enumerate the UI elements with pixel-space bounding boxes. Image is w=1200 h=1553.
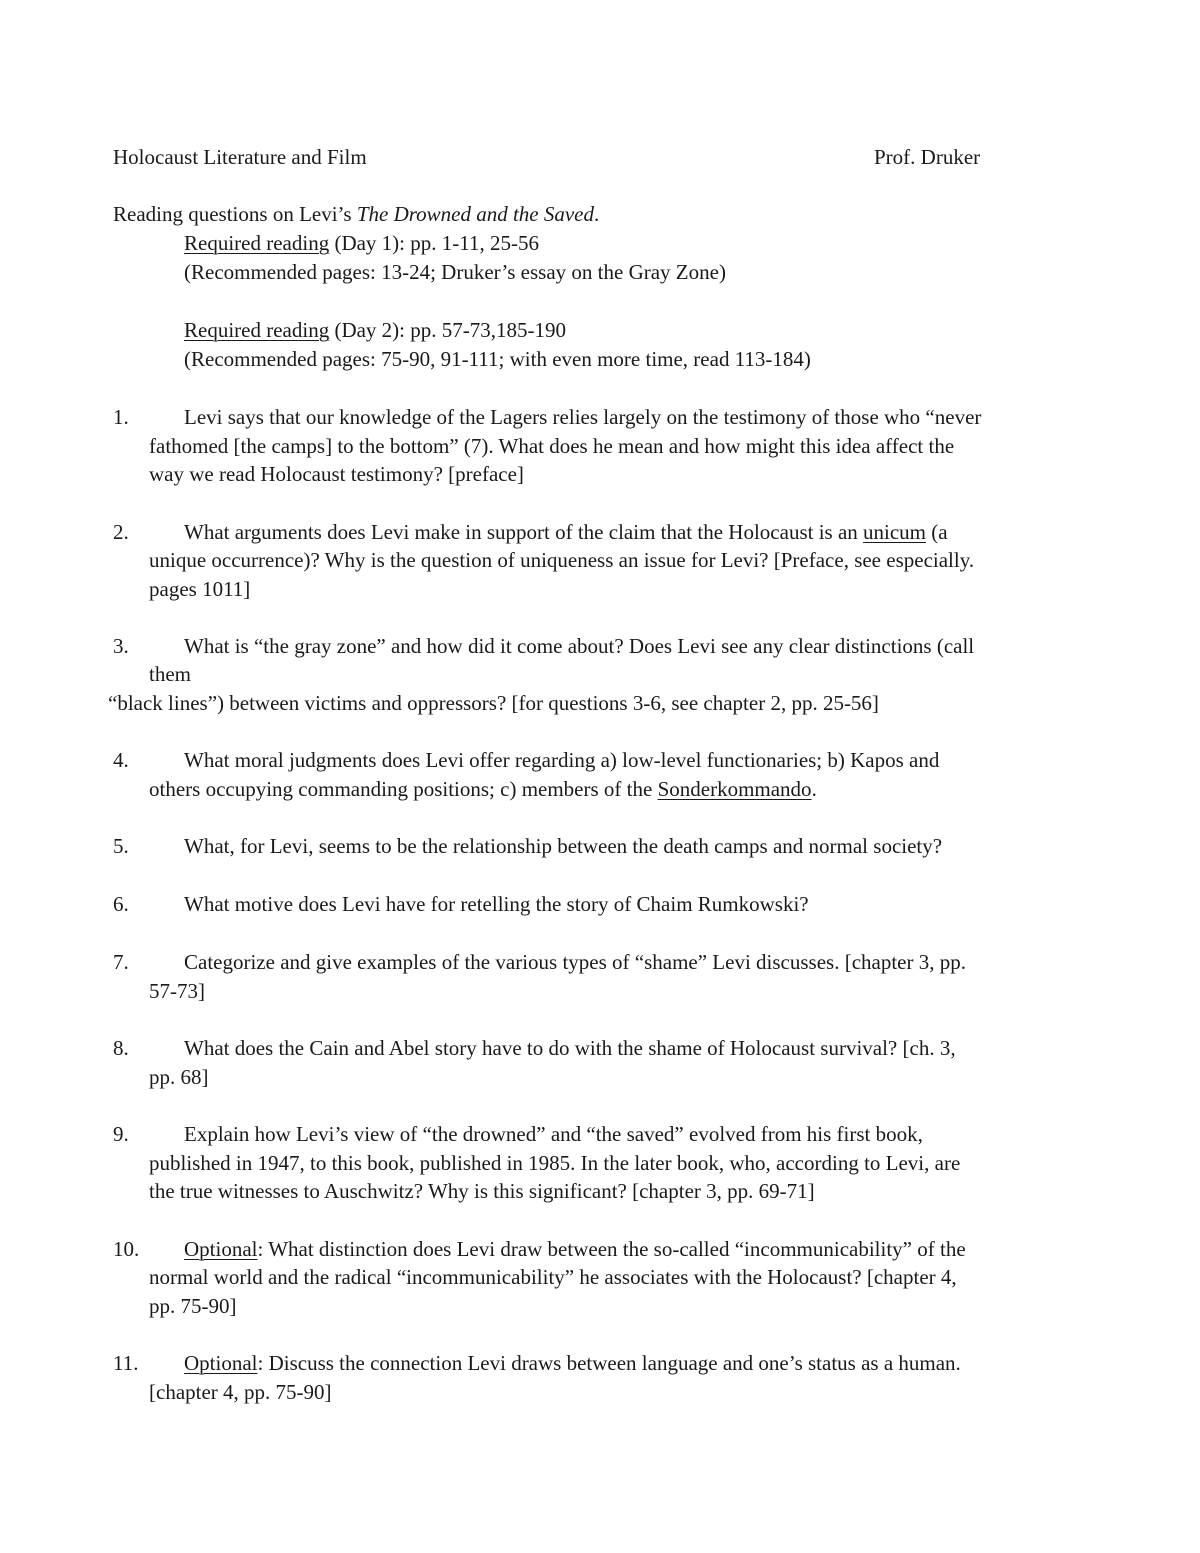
- question-10-line-2: normal world and the radical “incommunicability” he associates with the Holocaust? [chapter 4,: [149, 1265, 957, 1289]
- day1-required: [184, 229, 539, 258]
- question-2-line-1: [184, 518, 948, 547]
- question-7-line-1: Categorize and give examples of the various types of “shame” Levi discusses. [chapter 3, pp.: [184, 950, 966, 974]
- unicum-term: unicum: [863, 520, 927, 544]
- question-5-line-1: What, for Levi, seems to be the relationship between the death camps and normal society?: [184, 834, 943, 858]
- question-4-line-2: [149, 775, 817, 804]
- question-2-line-3: pages 1011]: [149, 577, 251, 601]
- question-2-text-end: (a: [926, 520, 948, 544]
- question-number: 8.: [113, 1036, 129, 1060]
- question-number: 7.: [113, 950, 129, 974]
- day1-recommended: (Recommended pages: 13-24; Druker’s essay on the Gray Zone): [184, 260, 726, 284]
- reading-intro: [113, 200, 599, 229]
- question-10-line-3: pp. 75-90]: [149, 1294, 237, 1318]
- question-1-line-1: Levi says that our knowledge of the Lagers relies largely on the testimony of those who “never: [184, 405, 982, 429]
- question-3-line-3: “black lines”) between victims and oppressors? [for questions 3-6, see chapter 2, pp. 25-56]: [108, 691, 879, 715]
- day2-required-text: (Day 2): pp. 57-73,185-190: [329, 318, 566, 342]
- sonderkommando-term: Sonderkommando: [657, 777, 812, 801]
- question-number: 5.: [113, 834, 129, 858]
- question-3-line-1: What is “the gray zone” and how did it come about? Does Levi see any clear distinctions (call: [184, 634, 975, 658]
- reading-intro-prefix: Reading questions on Levi’s: [113, 202, 357, 226]
- question-number: 3.: [113, 634, 129, 658]
- day1-required-text: (Day 1): pp. 1-11, 25-56: [329, 231, 539, 255]
- question-3-line-2: them: [149, 662, 191, 686]
- question-10-text: : What distinction does Levi draw between the so-called “incommunicability” of the: [257, 1237, 966, 1261]
- question-9-line-2: published in 1947, to this book, published in 1985. In the later book, who, according to Levi, are: [149, 1151, 961, 1175]
- day2-recommended: (Recommended pages: 75-90, 91-111; with even more time, read 113-184): [184, 347, 811, 371]
- question-number: 4.: [113, 748, 129, 772]
- question-4-text-end: .: [811, 777, 817, 801]
- question-number: 6.: [113, 892, 129, 916]
- book-title: The Drowned and the Saved: [356, 202, 594, 226]
- question-number: 10.: [113, 1237, 140, 1261]
- question-9-line-3: the true witnesses to Auschwitz? Why is this significant? [chapter 3, pp. 69-71]: [149, 1179, 815, 1203]
- question-4-text: others occupying commanding positions; c) members of the: [149, 777, 658, 801]
- day1-required-label: Required reading: [184, 231, 330, 255]
- optional-label: Optional: [184, 1351, 258, 1375]
- question-11-text: : Discuss the connection Levi draws between language and one’s status as a human.: [257, 1351, 961, 1375]
- day2-required-label: Required reading: [184, 318, 330, 342]
- question-number: 11.: [113, 1351, 139, 1375]
- question-9-line-1: Explain how Levi’s view of “the drowned” and “the saved” evolved from his first book,: [184, 1122, 923, 1146]
- question-11-line-2: [chapter 4, pp. 75-90]: [149, 1380, 332, 1404]
- reading-intro-suffix: .: [594, 202, 600, 226]
- question-8-line-1: What does the Cain and Abel story have to do with the shame of Holocaust survival? [ch. 3,: [184, 1036, 956, 1060]
- optional-label: Optional: [184, 1237, 258, 1261]
- question-1-line-3: way we read Holocaust testimony? [preface]: [149, 462, 524, 486]
- question-2-text: What arguments does Levi make in support of the claim that the Holocaust is an: [184, 520, 864, 544]
- question-2-line-2: unique occurrence)? Why is the question of uniqueness an issue for Levi? [Preface, see especially.: [149, 548, 975, 572]
- question-1-line-2: fathomed [the camps] to the bottom” (7). What does he mean and how might this idea affect the: [149, 434, 955, 458]
- day2-required: [184, 316, 566, 345]
- question-4-line-1: What moral judgments does Levi offer regarding a) low-level functionaries; b) Kapos and: [184, 748, 940, 772]
- question-number: 9.: [113, 1122, 129, 1146]
- question-11-line-1: [184, 1349, 961, 1378]
- question-number: 1.: [113, 405, 129, 429]
- question-7-line-2: 57-73]: [149, 979, 205, 1003]
- question-8-line-2: pp. 68]: [149, 1065, 209, 1089]
- course-title: Holocaust Literature and Film: [113, 145, 367, 169]
- question-10-line-1: [184, 1235, 966, 1264]
- question-number: 2.: [113, 520, 129, 544]
- professor-name: Prof. Druker: [874, 145, 981, 169]
- question-6-line-1: What motive does Levi have for retelling the story of Chaim Rumkowski?: [184, 892, 809, 916]
